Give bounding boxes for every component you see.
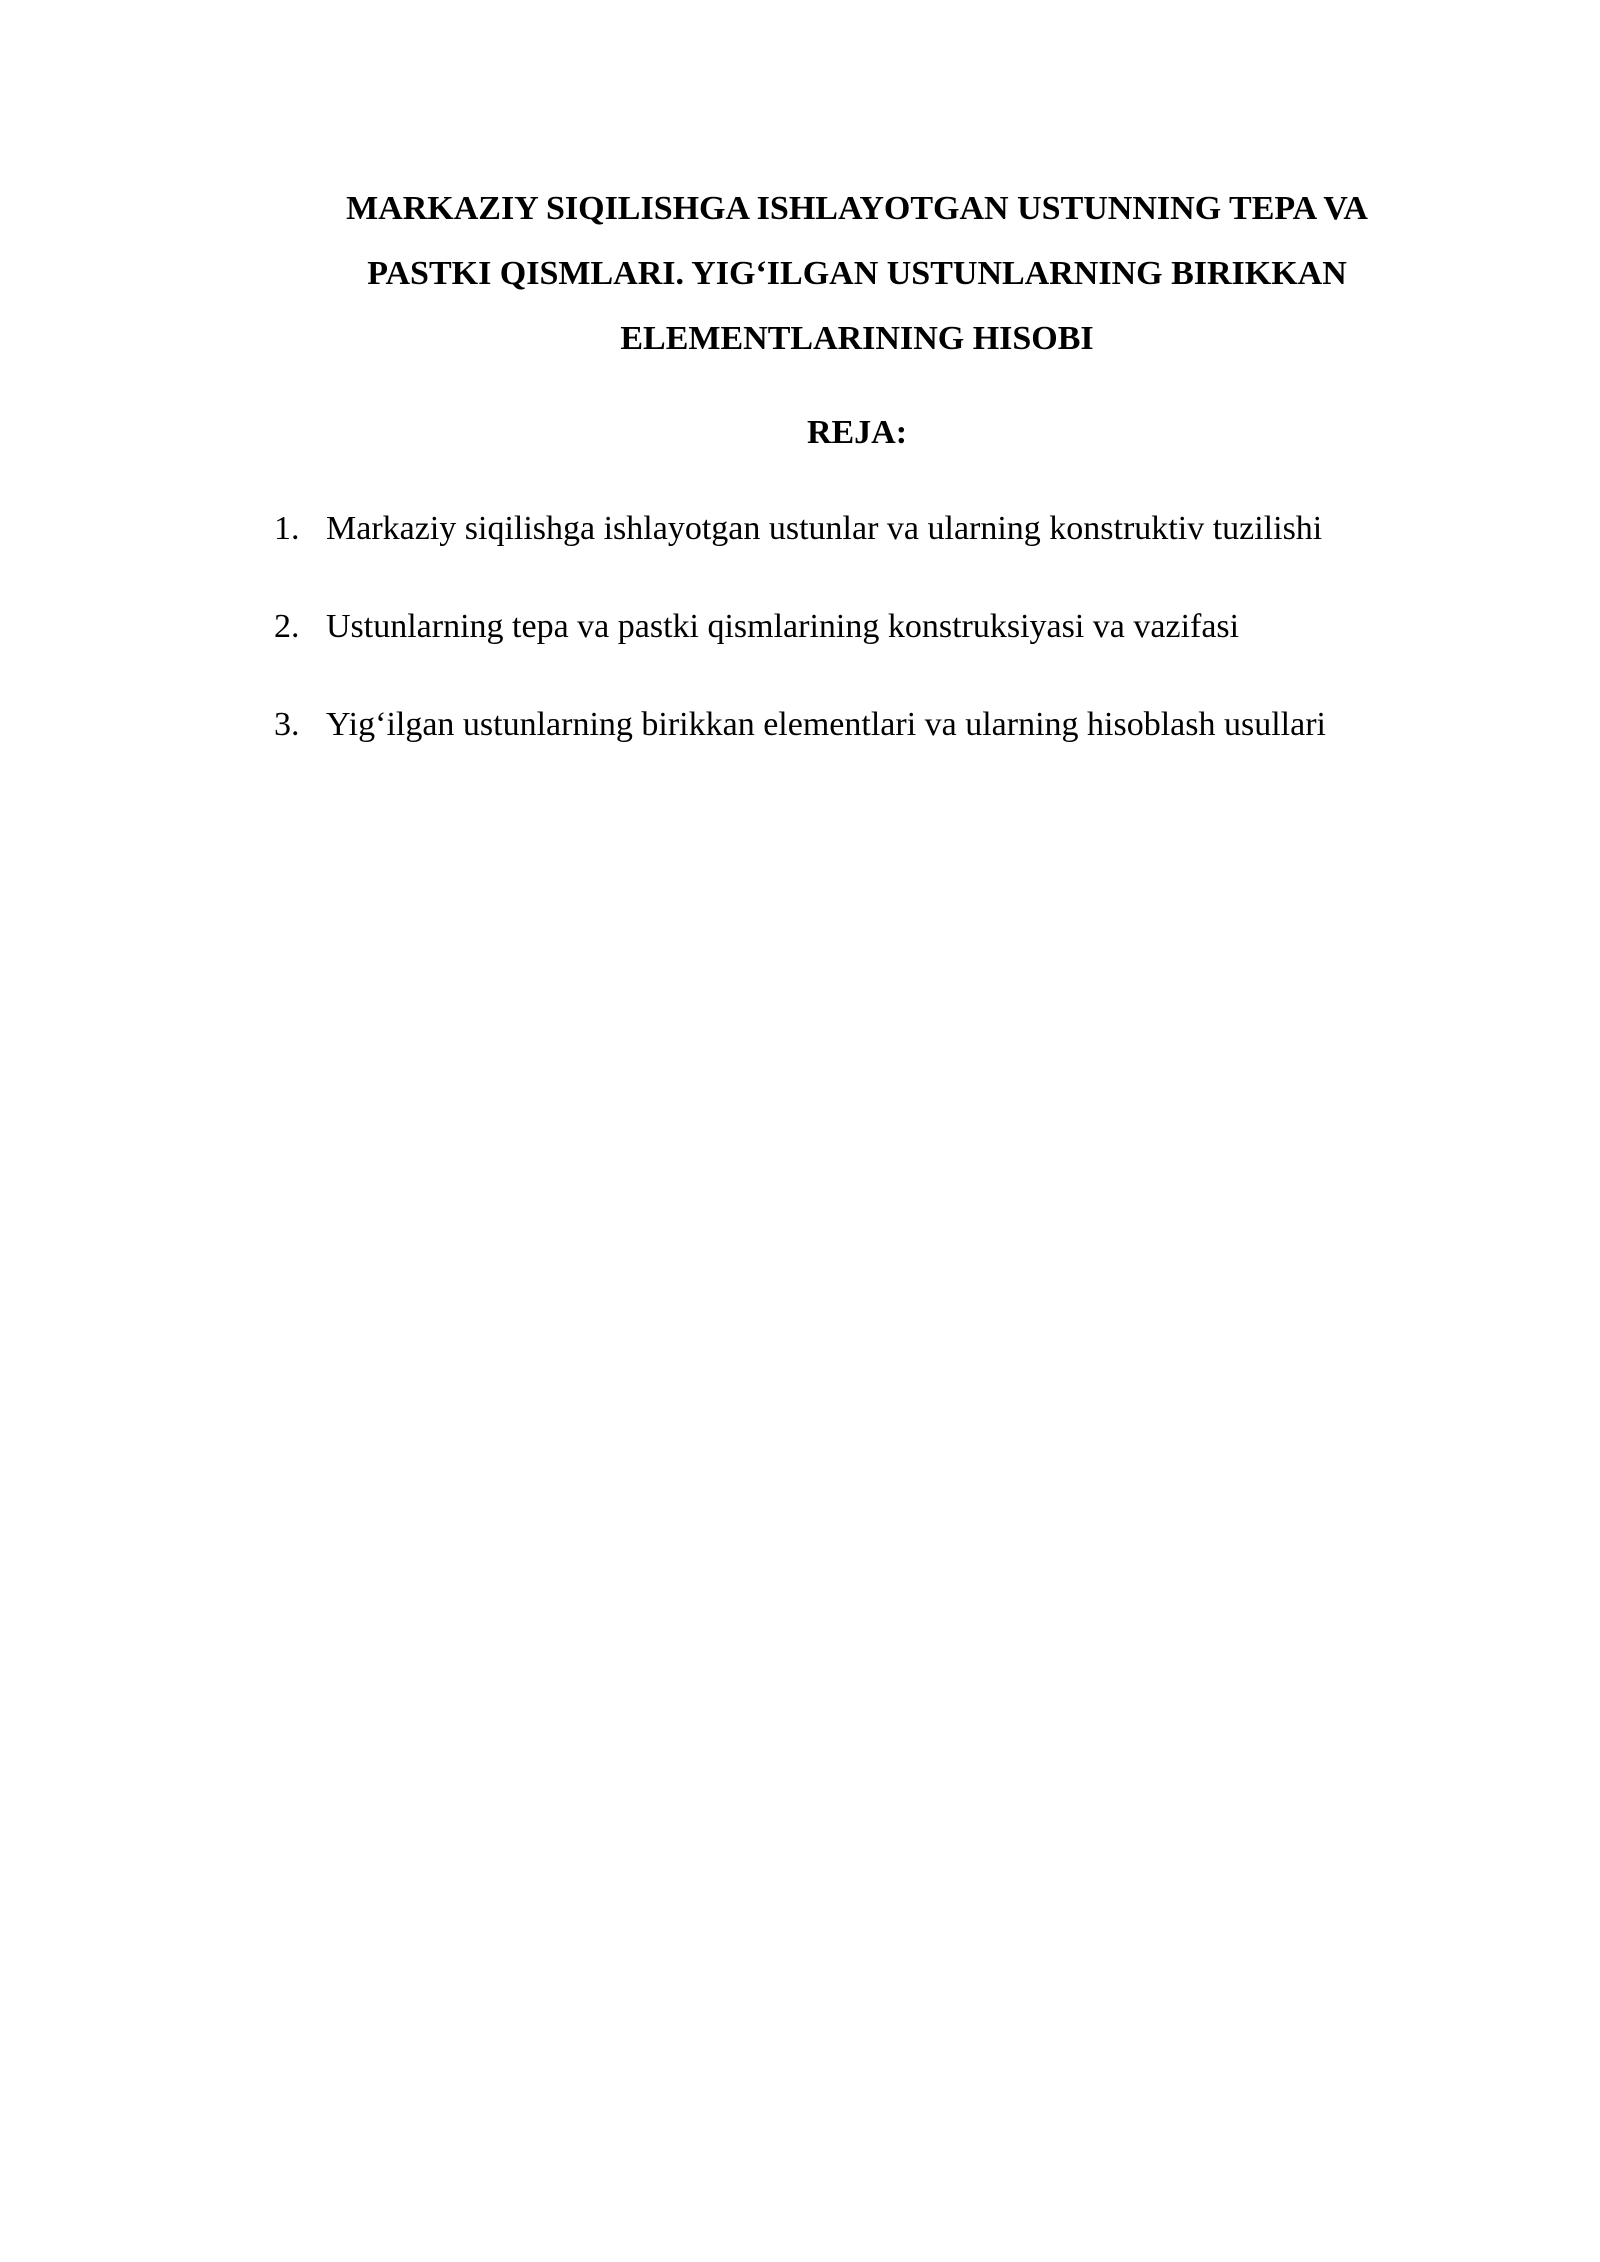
title-line: MARKAZIY SIQILISHGA ISHLAYOTGAN USTUNNING TEPA VA [346, 190, 1368, 227]
document-title [272, 176, 1442, 371]
list-item-text: Ustunlarning tepa va pastki qismlarining konstruksiyasi va vazifasi [326, 608, 1240, 645]
title-line: ELEMENTLARINING HISOBI [620, 320, 1094, 357]
list-item-text: Yig‘ilgan ustunlarning birikkan elementlari va ularning hisoblash usullari [326, 706, 1326, 743]
plan-heading: REJA: [806, 414, 908, 451]
list-item-number: 2. [274, 608, 300, 645]
plan-list [274, 504, 1474, 798]
list-item [274, 504, 1474, 554]
list-item [274, 700, 1474, 750]
list-item-number: 1. [274, 510, 300, 547]
title-line: PASTKI QISMLARI. YIG‘ILGAN USTUNLARNING BIRIKKAN [367, 255, 1347, 292]
list-item-number: 3. [274, 706, 300, 743]
list-item [274, 602, 1474, 652]
list-item-text: Markaziy siqilishga ishlayotgan ustunlar va ularning konstruktiv tuzilishi [326, 510, 1323, 547]
